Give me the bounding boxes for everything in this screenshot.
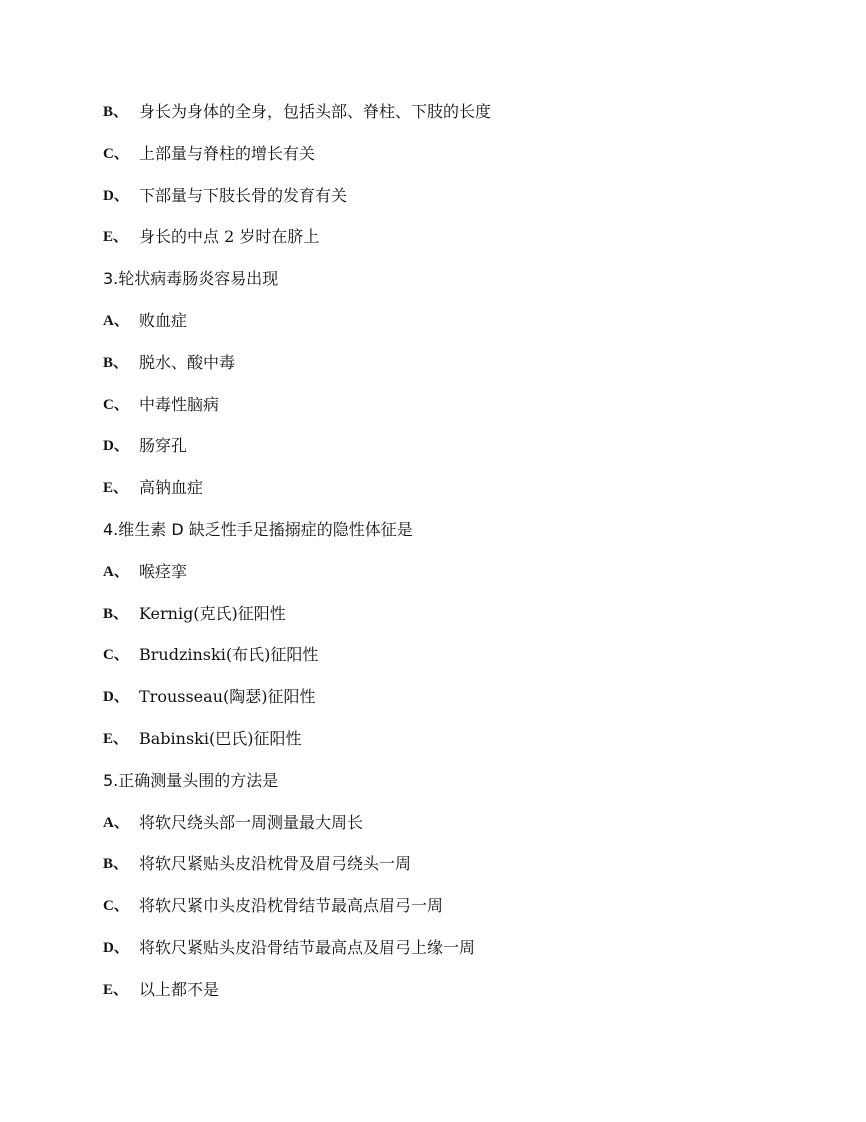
option-text: 将软尺紧贴头皮沿骨结节最高点及眉弓上缘一周 <box>139 937 476 957</box>
option-text: Trousseau(陶瑟)征阳性 <box>139 687 316 707</box>
question-text: 3.轮状病毒肠炎容易出现 <box>103 269 279 289</box>
answer-option <box>103 685 803 727</box>
option-letter: D、 <box>103 438 129 455</box>
answer-option <box>103 434 803 476</box>
option-text: 上部量与脊柱的增长有关 <box>139 143 316 163</box>
question-content <box>103 100 803 1020</box>
option-letter: A、 <box>103 814 129 831</box>
option-letter: E、 <box>103 730 129 747</box>
option-letter: E、 <box>103 480 129 497</box>
option-text: 喉痉挛 <box>139 561 188 581</box>
option-letter: C、 <box>103 898 129 915</box>
answer-option <box>103 894 803 936</box>
answer-option <box>103 643 803 685</box>
option-letter: A、 <box>103 312 129 329</box>
option-text: 将软尺紧巾头皮沿枕骨结节最高点眉弓一周 <box>139 896 444 916</box>
answer-option <box>103 811 803 853</box>
question-text: 4.维生素 D 缺乏性手足搐搦症的隐性体征是 <box>103 519 413 539</box>
question-stem <box>103 769 803 811</box>
answer-option <box>103 978 803 1020</box>
answer-option <box>103 225 803 267</box>
answer-option <box>103 142 803 184</box>
option-text: 高钠血症 <box>139 478 204 498</box>
answer-option <box>103 476 803 518</box>
option-letter: B、 <box>103 104 129 120</box>
option-text: 下部量与下肢长骨的发育有关 <box>139 185 348 205</box>
option-letter: C、 <box>103 145 129 162</box>
answer-option <box>103 393 803 435</box>
option-text: 将软尺紧贴头皮沿枕骨及眉弓绕头一周 <box>139 854 412 874</box>
answer-option <box>103 936 803 978</box>
answer-option <box>103 852 803 894</box>
answer-option <box>103 100 803 142</box>
option-text: Babinski(巴氏)征阳性 <box>139 728 302 748</box>
option-letter: C、 <box>103 647 129 664</box>
option-text: 身长为身体的全身，包括头部、脊柱、下肢的长度 <box>139 102 492 121</box>
answer-option <box>103 184 803 226</box>
question-text: 5.正确测量头围的方法是 <box>103 770 279 790</box>
option-text: 以上都不是 <box>139 979 220 999</box>
option-letter: E、 <box>103 981 129 998</box>
option-letter: B、 <box>103 856 129 873</box>
option-text: 将软尺绕头部一周测量最大周长 <box>139 812 364 832</box>
option-text: 肠穿孔 <box>139 436 188 456</box>
question-stem <box>103 267 803 309</box>
option-letter: B、 <box>103 354 129 371</box>
answer-option <box>103 602 803 644</box>
option-text: 身长的中点 2 岁时在脐上 <box>139 227 320 247</box>
option-letter: E、 <box>103 229 129 246</box>
answer-option <box>103 309 803 351</box>
option-letter: C、 <box>103 396 129 413</box>
option-text: 败血症 <box>139 310 188 330</box>
answer-option <box>103 351 803 393</box>
option-text: Kernig(克氏)征阳性 <box>139 603 286 623</box>
option-letter: A、 <box>103 563 129 580</box>
option-letter: D、 <box>103 689 129 706</box>
option-letter: B、 <box>103 605 129 622</box>
option-text: 中毒性脑病 <box>139 394 220 414</box>
option-text: 脱水、酸中毒 <box>139 352 236 372</box>
question-stem <box>103 518 803 560</box>
answer-option <box>103 560 803 602</box>
answer-option <box>103 727 803 769</box>
option-letter: D、 <box>103 187 129 204</box>
option-letter: D、 <box>103 939 129 956</box>
option-text: Brudzinski(布氏)征阳性 <box>139 645 319 665</box>
